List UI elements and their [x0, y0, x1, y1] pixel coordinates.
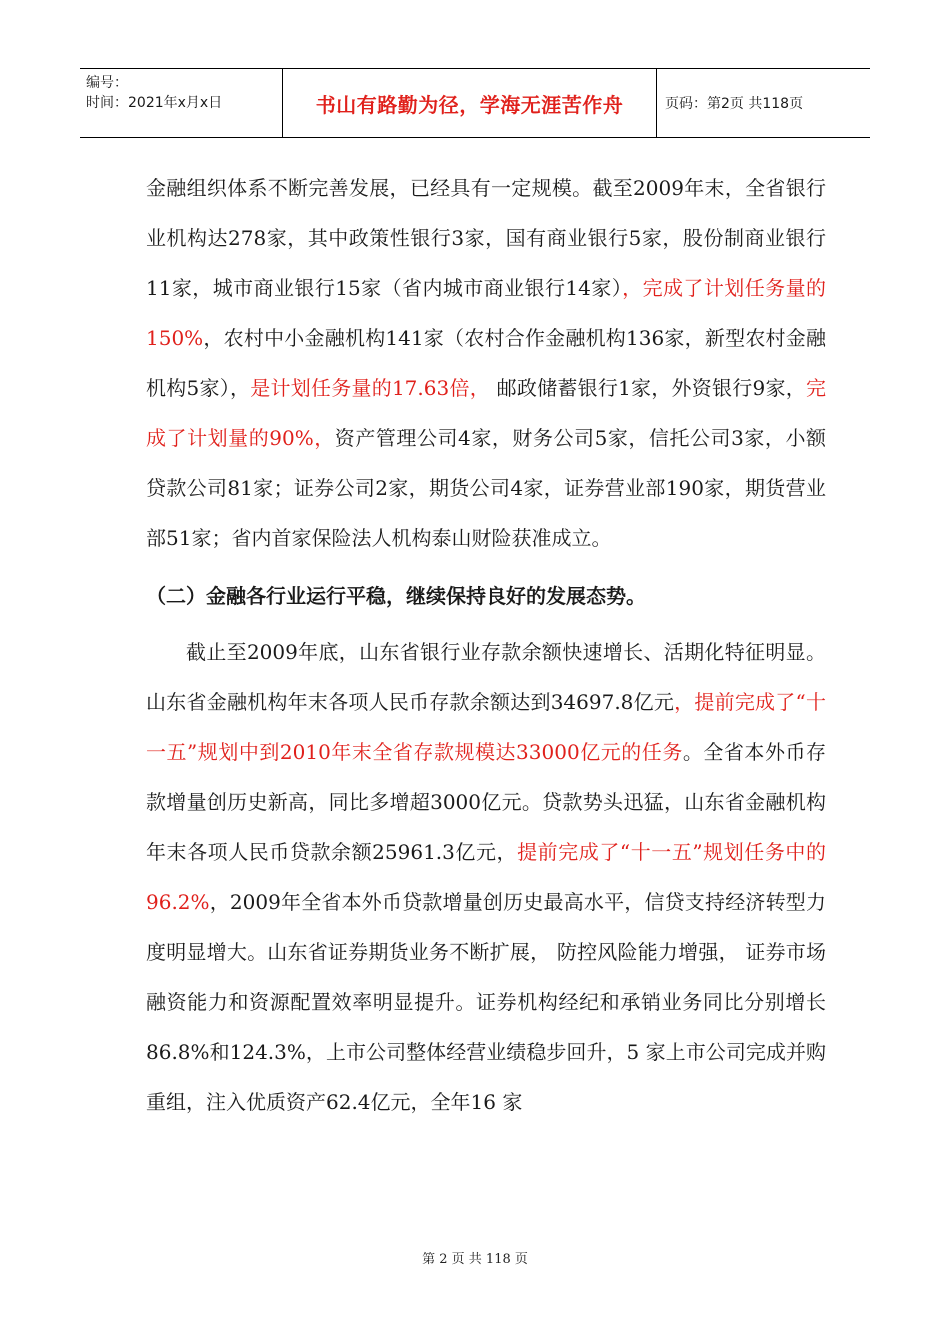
highlight-text: 是计划任务量的17.63倍， [250, 376, 490, 400]
paragraph-performance: 截止至2009年底，山东省银行业存款余额快速增长、活期化特征明显。山东省金融机构年末各项人民币存款余额达到34697.8亿元，提前完成了“十一五”规划中到2010年末全省存款规模达33000亿元的任务。全省本外币存款增量创历史新高，同比多增超3000亿元。贷款势头迅猛，山东省金融机构年末各项人民币贷款余额25961.3亿元，提前完成了“十一五”规划任务中的96.2%，2009年全省本外币贷款增量创历史最高水平，信贷支持经济转型力度明显增大。山东省证券期货业务不断扩展， 防控风险能力增强， 证券市场融资能力和资源配置效率明显提升。证券机构经纪和承销业务同比分别增长86.8%和124.3%，上市公司整体经营业绩稳步回升，5 家上市公司完成并购重组，注入优质资产62.4亿元，全年16 家 [146, 640, 826, 1114]
highlight-text: ，完成了计划任务量的150% [146, 276, 826, 350]
page-footer: 第 2 页 共 118 页 [422, 1252, 528, 1267]
highlight-text: ，提前完成了“十一五”规划中到2010年末全省存款规模达33000亿元的任务 [146, 690, 826, 764]
header-motto: 书山有路勤为径，学海无涯苦作舟 [283, 69, 657, 137]
highlight-text: 提前完成了“十一五”规划任务中的96.2% [146, 840, 826, 914]
document-body [146, 163, 826, 1127]
document-date: 时间：2021年x月x日 [86, 95, 223, 111]
highlight-text: 完成了计划量的90%， [146, 376, 826, 450]
section-heading: （二）金融各行业运行平稳，继续保持良好的发展态势。 [146, 584, 646, 608]
header-meta [80, 69, 283, 137]
paragraph-institutions: 金融组织体系不断完善发展，已经具有一定规模。截至2009年末，全省银行业机构达278家，其中政策性银行3家，国有商业银行5家，股份制商业银行11家，城市商业银行15家（省内城市商业银行14家），完成了计划任务量的150%，农村中小金融机构141家（农村合作金融机构136家，新型农村金融机构5家），是计划任务量的17.63倍， 邮政储蓄银行1家，外资银行9家，完成了计划量的90%，资产管理公司4家，财务公司5家，信托公司3家，小额贷款公司81家；证券公司2家，期货公司4家，证券营业部190家，期货营业部51家；省内首家保险法人机构泰山财险获准成立。 [146, 176, 826, 550]
document-number: 编号： [86, 75, 128, 91]
header-page-count: 页码：第2页 共118页 [665, 96, 804, 112]
page-header [80, 68, 870, 138]
